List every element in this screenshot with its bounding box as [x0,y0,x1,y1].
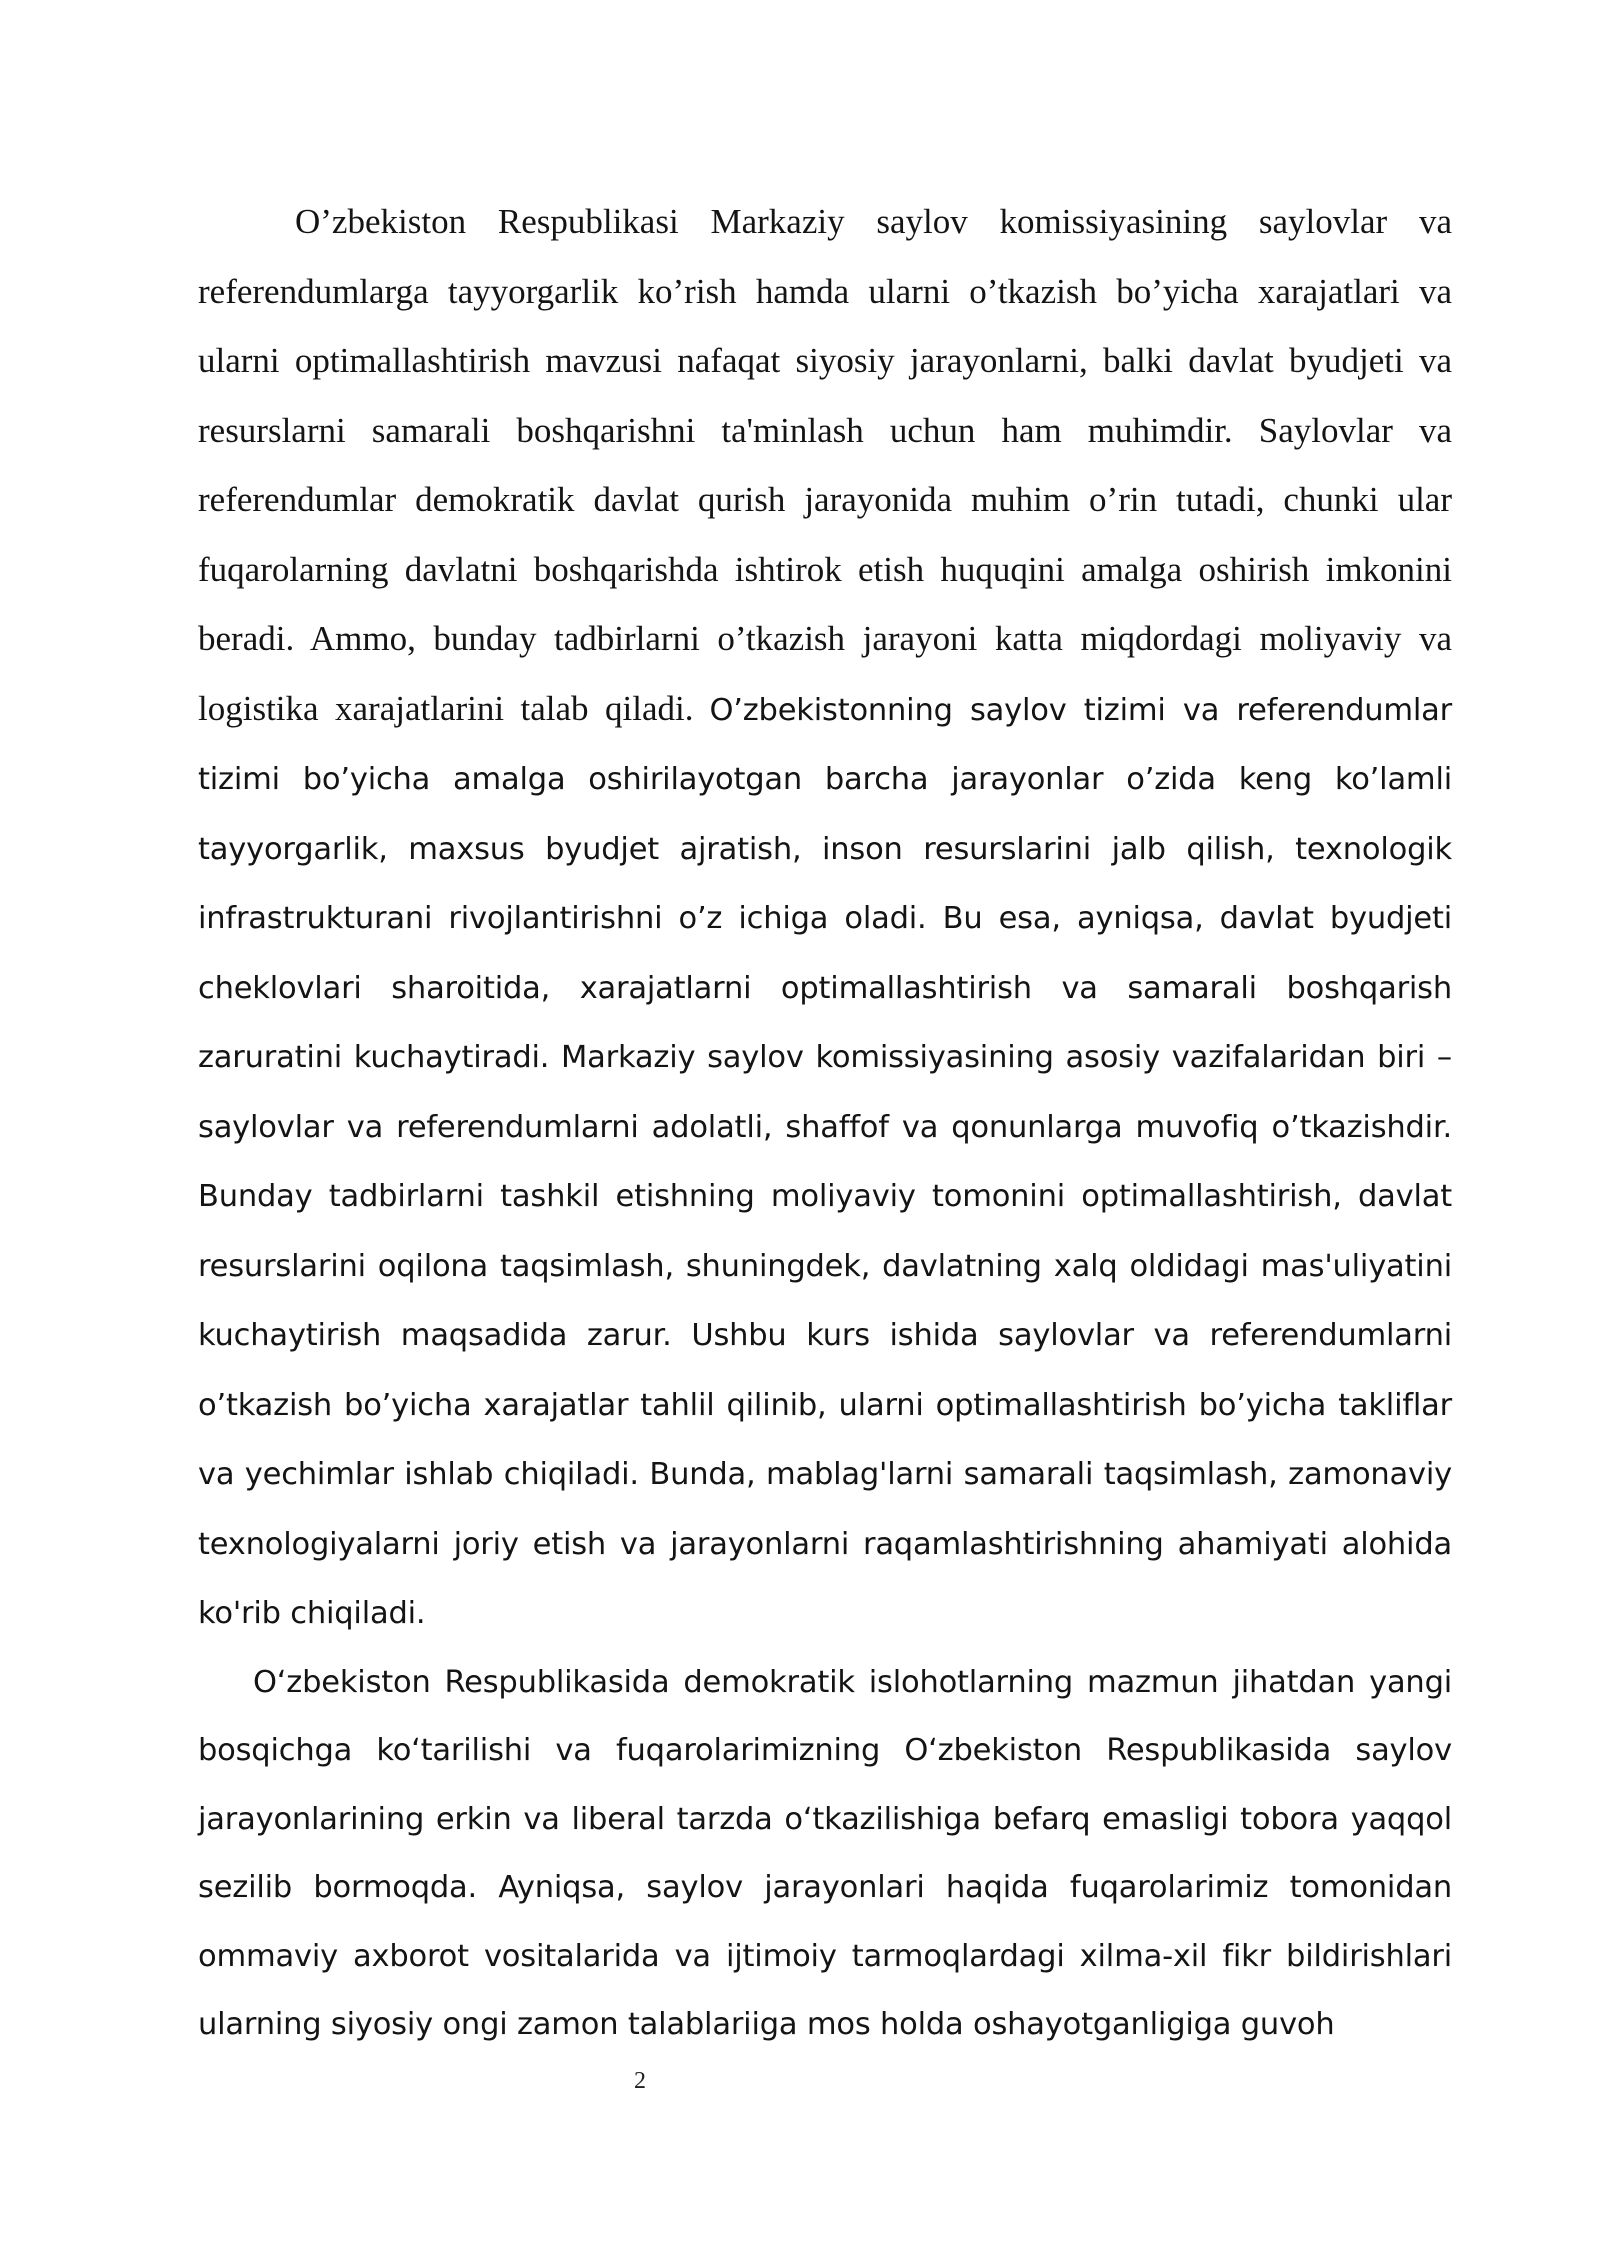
paragraph-1 [198,188,1452,1649]
paragraph-1-serif-text: O’zbekiston Respublikasi Markaziy saylov komissiyasining saylovlar va referendumlarga tayyorgarlik ko’rish hamda ularni o’tkazish bo’yicha xarajatlari va ularni optimallashtirish mavzusi nafaqat siyosiy jarayonlarni, balki davlat byudjeti va resurslarni samarali boshqarishni ta'minlash uchun ham muhimdir. Saylovlar va referendumlar demokratik davlat qurish jarayonida muhim o’rin tutadi, chunki ular fuqarolarning davlatni boshqarishda ishtirok etish huquqini amalga oshirish imkonini beradi. Ammo, bunday tadbirlarni o’tkazish jarayoni katta miqdordagi moliyaviy va logistika xarajatlarini talab qiladi. [198,202,1452,728]
paragraph-1-sans-text: O’zbekistonning saylov tizimi va referendumlar tizimi bo’yicha amalga oshirilayotgan barcha jarayonlar o’zida keng ko’lamli tayyorgarlik, maxsus byudjet ajratish, inson resurslarini jalb qilish, texnologik infrastrukturani rivojlantirishni o’z ichiga oladi. Bu esa, ayniqsa, davlat byudjeti cheklovlari sharoitida, xarajatlarni optimallashtirish va samarali boshqarish zaruratini kuchaytiradi. Markaziy saylov komissiyasining asosiy vazifalaridan biri – saylovlar va referendumlarni adolatli, shaffof va qonunlarga muvofiq o’tkazishdir. Bunday tadbirlarni tashkil etishning moliyaviy tomonini optimallashtirish, davlat resurslarini oqilona taqsimlash, shuningdek, davlatning xalq oldidagi mas'uliyatini kuchaytirish maqsadida zarur. Ushbu kurs ishida saylovlar va referendumlarni o’tkazish bo’yicha xarajatlar tahlil qilinib, ularni optimallashtirish bo’yicha takliflar va yechimlar ishlab chiqiladi. Bunda, mablag'larni samarali taqsimlash, zamonaviy texnologiyalarni joriy etish va jarayonlarni raqamlashtirishning ahamiyati alohida ko'rib chiqiladi. [198,692,1453,1631]
paragraph-2: Oʻzbekiston Respublikasida demokratik islohotlarning mazmun jihatdan yangi bosqichga koʻtarilishi va fuqarolarimizning Oʻzbekiston Respublikasida saylov jarayonlarining erkin va liberal tarzda oʻtkazilishiga befarq emasligi tobora yaqqol sezilib bormoqda. Ayniqsa, saylov jarayonlari haqida fuqarolarimiz tomonidan ommaviy axborot vositalarida va ijtimoiy tarmoqlardagi xilma-xil fikr bildirishlari ularning siyosiy ongi zamon talablariiga mos holda oshayotganligiga guvoh [198,1664,1452,2042]
page-number: 2 [634,2068,646,2094]
document-body [198,188,1452,2060]
